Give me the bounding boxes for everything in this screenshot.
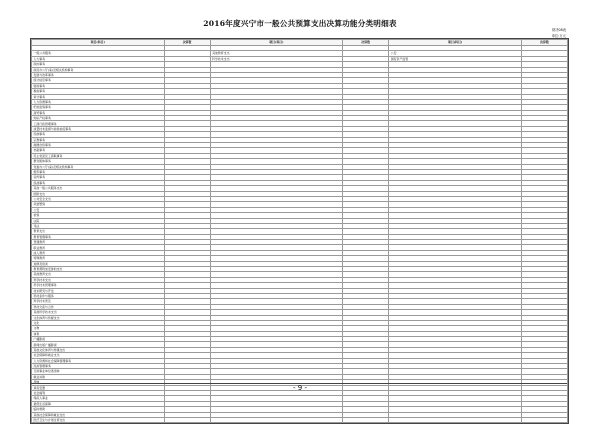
header-amount-col-3: 决算数 — [521, 40, 567, 46]
table-body — [32, 46, 568, 423]
item-name-cell: 审计事务 — [32, 94, 165, 99]
item-name-cell: 残疾人事业 — [32, 396, 165, 401]
item-name-cell: 民主党派及工商联事务 — [32, 153, 165, 158]
item-name-cell: 新闻出版广播影视 — [32, 342, 165, 347]
item-name-cell: 发展与改革事务 — [32, 72, 165, 77]
item-name-cell: 党委办公厅(室)及相关机构事务 — [32, 164, 165, 169]
budget-detail-table — [31, 39, 568, 423]
item-name-cell: 科学技术普及 — [32, 299, 165, 304]
item-name-cell: 医疗卫生与计划生育支出 — [32, 417, 165, 422]
amount-cell — [521, 417, 567, 422]
item-name-cell: 科技条件与服务 — [32, 293, 165, 298]
item-name-cell: 工商行政管理事务 — [32, 121, 165, 126]
item-name-cell: 特殊教育 — [32, 256, 165, 261]
header-item-col-1: 项目(科目) — [32, 40, 165, 46]
item-name-cell: 统计信息事务 — [32, 78, 165, 83]
item-name-cell: 广播影视 — [32, 337, 165, 342]
item-name-cell: 社会保障和就业支出 — [32, 353, 165, 358]
item-name-cell: 退役安置 — [32, 385, 165, 390]
item-name-cell — [210, 417, 343, 422]
unit-label: 单位:万元 — [551, 34, 566, 38]
form-number: 财决08表 — [551, 28, 566, 32]
header-item-col-3: 项目(科目) — [389, 40, 522, 46]
item-name-cell: 技术研究与开发 — [32, 288, 165, 293]
item-name-cell: 成人教育 — [32, 250, 165, 255]
item-name-cell: 公安 — [32, 207, 165, 212]
item-name-cell: 国防支出 — [32, 191, 165, 196]
item-name-cell — [389, 417, 522, 422]
detail-table-wrapper — [30, 38, 569, 424]
item-name-cell: 职业教育 — [32, 245, 165, 250]
page-number: - 9 - — [293, 384, 307, 392]
item-name-cell: 科技交流与合作 — [32, 304, 165, 309]
item-name-cell: 纪检监察事务 — [32, 105, 165, 110]
item-name-cell: 公共安全支出 — [32, 196, 165, 201]
item-name-cell: 知识产权事务 — [32, 116, 165, 121]
item-name-cell: 财政事务 — [32, 83, 165, 88]
item-name-cell: 检察 — [32, 213, 165, 218]
item-name-cell: 社会福利 — [32, 391, 165, 396]
item-name-cell: 人力资源事务 — [32, 99, 165, 104]
item-name-cell: 其他教育支出 — [32, 272, 165, 277]
item-name-cell: 其他教育支出 — [210, 51, 343, 56]
item-name-cell: 档案事务 — [32, 148, 165, 153]
item-name-cell: 民族事务 — [32, 132, 165, 137]
item-name-cell: 群众团体事务 — [32, 159, 165, 164]
item-name-cell: 教育费附加安排的支出 — [32, 267, 165, 272]
header-amount-col-2: 决算数 — [343, 40, 389, 46]
item-name-cell: 公安 — [389, 51, 522, 56]
item-name-cell: 武装警察 — [32, 202, 165, 207]
item-name-cell: 宣传事务 — [32, 175, 165, 180]
item-name-cell: 质量技术监督与检验检疫事务 — [32, 126, 165, 131]
item-name-cell: 司法 — [32, 223, 165, 228]
item-name-cell: 最低生活保障 — [32, 401, 165, 406]
item-name-cell: 其他社会保障和就业支出 — [32, 412, 165, 417]
item-name-cell: 进修及培训 — [32, 261, 165, 266]
item-name-cell: 港澳台侨事务 — [32, 143, 165, 148]
header-amount-col-1: 决算数 — [164, 40, 210, 46]
item-name-cell: 统战事务 — [32, 180, 165, 185]
item-name-cell: 民政管理事务 — [32, 364, 165, 369]
item-name-cell: 国有资产监管 — [389, 56, 522, 61]
item-name-cell: 科学技术管理事务 — [32, 283, 165, 288]
item-name-cell: 人大事务 — [32, 56, 165, 61]
item-name-cell: 法院 — [32, 218, 165, 223]
item-name-cell: 其他文化体育与传媒支出 — [32, 347, 165, 352]
item-name-cell: 文化体育与传媒支出 — [32, 315, 165, 320]
header-item-col-2: 项目(科目) — [210, 40, 343, 46]
item-name-cell: 宗教事务 — [32, 137, 165, 142]
item-name-cell: 商贸事务 — [32, 110, 165, 115]
report-title: 2016年度兴宁市一般公共预算支出决算功能分类明细表 — [203, 19, 397, 28]
amount-cell — [164, 417, 210, 422]
item-name-cell: 抚恤 — [32, 380, 165, 385]
item-name-cell: 组织事务 — [32, 169, 165, 174]
item-name-cell: 文物 — [32, 326, 165, 331]
item-name-cell: 其他一般公共服务支出 — [32, 186, 165, 191]
item-name-cell: 就业补助 — [32, 374, 165, 379]
item-name-cell: 一般公共服务 — [32, 51, 165, 56]
item-name-cell: 科学技术支出 — [32, 277, 165, 282]
item-name-cell: 行政事业单位离退休 — [32, 369, 165, 374]
item-name-cell: 教育支出 — [32, 229, 165, 234]
item-name-cell: 普通教育 — [32, 240, 165, 245]
item-name-cell: 人力资源和社会保障管理事务 — [32, 358, 165, 363]
item-name-cell: 临时救助 — [32, 407, 165, 412]
table-row — [32, 417, 568, 422]
item-name-cell: 税收事务 — [32, 89, 165, 94]
item-name-cell: 政府办公厅(室)及相关机构事务 — [32, 67, 165, 72]
item-name-cell: 其他科学技术支出 — [32, 310, 165, 315]
item-name-cell: 政协事务 — [32, 62, 165, 67]
item-name-cell: 文化 — [32, 320, 165, 325]
amount-cell — [343, 417, 389, 422]
item-name-cell: 科学技术支出 — [210, 56, 343, 61]
item-name-cell: 教育管理事务 — [32, 234, 165, 239]
item-name-cell: 体育 — [32, 331, 165, 336]
